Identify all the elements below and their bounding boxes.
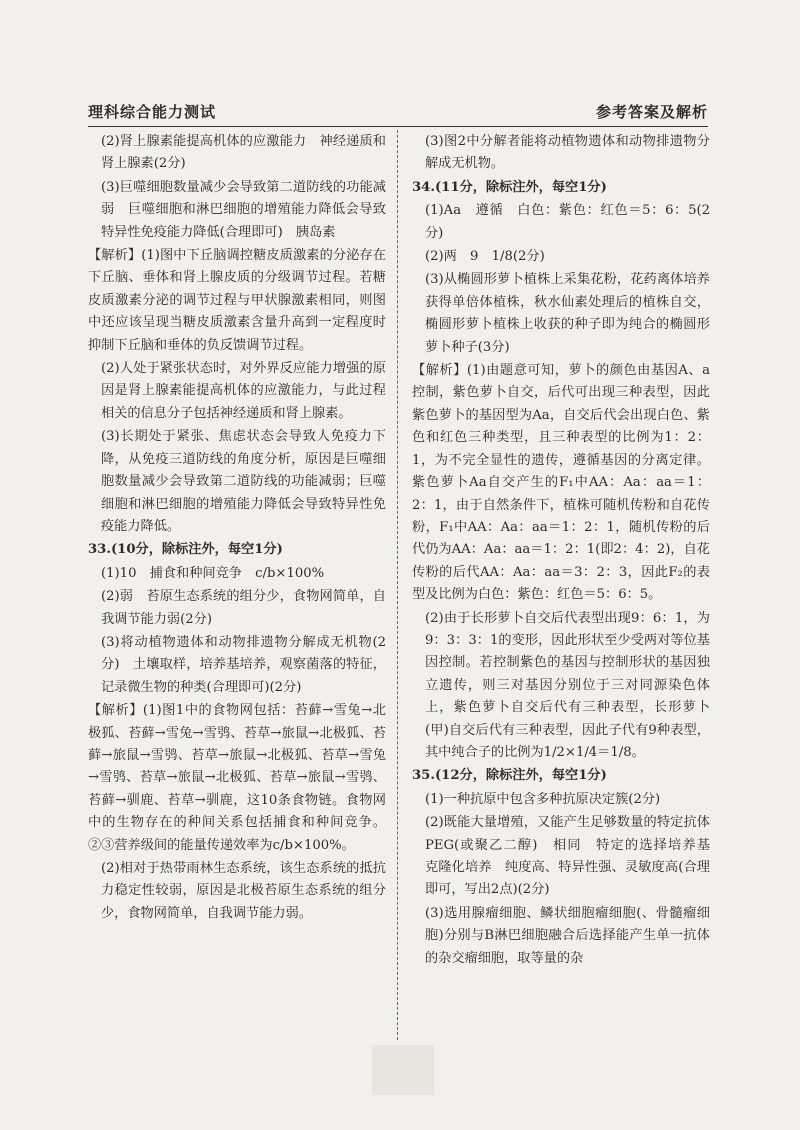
- header-title-left: 理科综合能力测试: [88, 103, 217, 121]
- answer-34-3: (3)从椭圆形萝卜植株上采集花粉，花药离体培养获得单倍体植株，秋水仙素处理后的植株自交，椭圆形萝卜植株上收获的种子即为纯合的椭圆形萝卜种子(3分): [425, 272, 710, 355]
- analysis-32-2: (2)人处于紧张状态时，对外界反应能力增强的原因是肾上腺素能提高机体的应激能力，与此过程相关的信息分子包括神经递质和肾上腺素。: [101, 361, 386, 421]
- analysis-33-2: (2)相对于热带雨林生态系统，该生态系统的抵抗力稳定性较弱，原因是北极苔原生态系统的组分少，食物网简单，自我调节能力弱。: [101, 861, 386, 921]
- answer-32-2: (2)肾上腺素能提高机体的应激能力 神经递质和肾上腺素(2分): [101, 134, 386, 172]
- analysis-32-1: 【解析】(1)图中下丘脑调控糖皮质激素的分泌存在下丘脑、垂体和肾上腺皮质的分级调节过程。若糖皮质激素分泌的调节过程与甲状腺激素相同，则图中还应该呈现当糖皮质激素含量升高到一定程度时抑制下丘脑和垂体的负反馈调节过程。: [88, 248, 386, 353]
- analysis-33-3: (3)图2中分解者能将动植物遗体和动物排遗物分解成无机物。: [425, 134, 710, 172]
- answer-35-3: (3)选用腺瘤细胞、鳞状细胞瘤细胞(、骨髓瘤细胞)分别与B淋巴细胞融合后选择能产生单一抗体的杂交瘤细胞，取等量的杂: [425, 905, 710, 966]
- scan-artifact: [372, 1045, 434, 1095]
- answer-34-2: (2)两 9 1/8(2分): [425, 249, 545, 265]
- answer-35-2: (2)既能大量增殖，又能产生足够数量的特定抗体 PEG(或聚乙二醇) 相同 特定的选择培养基 克隆化培养 纯度高、特异性强、灵敏度高(合理即可，写出2点)(2分): [425, 815, 724, 898]
- analysis-33-1: 【解析】(1)图1中的食物网包括：苔藓→雪兔→北极狐、苔藓→雪兔→雪鸮、苔草→旅鼠→北极狐、苔藓→旅鼠→雪鸮、苔草→旅鼠→北极狐、苔草→雪兔→雪鸮、苔草→旅鼠→北极狐、苔草→旅鼠→雪鸮、苔藓→驯鹿、苔草→驯鹿，这10条食物链。食物网中的生物存在的种间关系包括捕食和种间竞争。②③营养级间的能量传递效率为c/b×100%。: [88, 703, 386, 853]
- right-column: [412, 131, 724, 971]
- page-header: [88, 100, 708, 127]
- answer-33-3: (3)将动植物遗体和动物排遗物分解成无机物(2分) 土壤取样，培养基培养，观察菌落的特征，记录微生物的种类(合理即可)(2分): [101, 634, 386, 695]
- answer-33-2: (2)弱 苔原生态系统的组分少，食物网简单，自我调节能力弱(2分): [101, 589, 386, 627]
- analysis-32-3: (3)长期处于紧张、焦虑状态会导致人免疫力下降，从免疫三道防线的角度分析，原因是巨噬细胞数量减少会导致第二道防线的功能减弱；巨噬细胞和淋巴细胞的增殖能力降低会导致特异性免疫能力降低。: [101, 429, 386, 534]
- question-34-heading: 34.(11分，除标注外，每空1分): [412, 179, 607, 195]
- answer-34-1: (1)Aa 遵循 白色：紫色：红色＝5：6：5(2分): [425, 203, 710, 241]
- answer-33-1: (1)10 捕食和种间竞争 c/b×100%: [101, 565, 325, 581]
- column-divider: [397, 130, 398, 1040]
- question-33-heading: 33.(10分，除标注外，每空1分): [88, 542, 283, 558]
- answer-35-1: (1)一种抗原中包含多种抗原决定簇(2分): [425, 791, 661, 807]
- question-35-heading: 35.(12分，除标注外，每空1分): [412, 768, 607, 784]
- header-title-right: 参考答案及解析: [595, 103, 708, 121]
- analysis-34-2: (2)由于长形萝卜自交后代表型出现9：6：1，为9：3：3：1的变形，因此形状至少受两对等位基因控制。若控制紫色的基因与控制形状的基因独立遗传，则三对基因分别位于三对同源染色体上，紫色萝卜自交后代有三种表型，长形萝卜(甲)自交后代有三种表型，因此子代有9种表型，其中纯合子的比例为1/2×1/4＝1/8。: [425, 610, 710, 760]
- answer-32-3: (3)巨噬细胞数量减少会导致第二道防线的功能减弱 巨噬细胞和淋巴细胞的增殖能力降低会导致特异性免疫能力降低(合理即可) 胰岛素: [101, 179, 386, 240]
- analysis-34-1: 【解析】(1)由题意可知，萝卜的颜色由基因A、a控制，紫色萝卜自交，后代可出现三种表型，因此紫色萝卜的基因型为Aa，自交后代会出现白色、紫色和红色三种类型，且三种表型的比例为1：2：1，为不完全显性的遗传，遵循基因的分离定律。紫色萝卜Aa自交产生的F₁中AA：Aa：aa＝1：2：1，由于自然条件下，植株可随机传粉和自花传粉，F₁中AA：Aa：aa＝1：2：1，随机传粉的后代仍为AA：Aa：aa＝1：2：1(即2：4：2)，自花传粉的后代AA：Aa：aa＝3：2：3，因此F₂的表型及比例为白色：紫色：红色＝5：6：5。: [412, 363, 710, 603]
- left-column: [88, 131, 386, 926]
